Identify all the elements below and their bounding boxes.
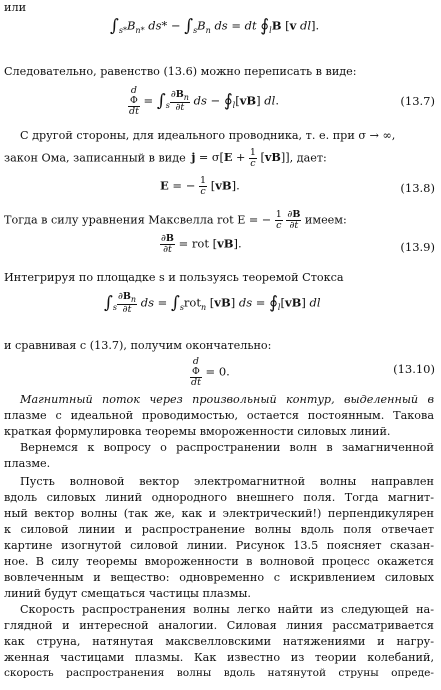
text-line: картине изогнутой силовой линии. Рисунок 13.5 поясняет сказан- xyxy=(4,539,434,552)
text-line: или xyxy=(4,1,27,14)
equation-13-10: d Φ dt = 0. xyxy=(191,356,230,388)
text-line: Магнитный поток через произвольный контур, выделенный в xyxy=(20,393,434,406)
text-line: и сравнивая с (13.7), получим окончательно: xyxy=(4,339,272,352)
text-line: С другой стороны, для идеального проводника, т. е. при σ → ∞, xyxy=(20,129,396,142)
text-line: Вернемся к вопросу о распространении волн в замагниченной xyxy=(20,441,434,454)
equation-number: (13.8) xyxy=(400,181,435,195)
text-line: вовлеченным и вещество: одновременно с искривлением силовых xyxy=(4,571,434,584)
text-line: к силовой линии и распространение волны вдоль поля отвечает xyxy=(4,523,434,536)
equation-13-8: E = − $\frac{1}{c}$ [vB]. xyxy=(160,175,240,197)
equation-number: (13.10) xyxy=(393,362,435,376)
ohm-law-formula: j = σ[E + $\frac{1}{c}$ [vB]] xyxy=(191,147,290,169)
text-line: глядной и интересной аналогии. Силовая линия рассматривается xyxy=(4,619,434,632)
text-line: краткая формулировка теоремы вмороженности силовых линий. xyxy=(4,425,391,438)
text-line: плазме. xyxy=(4,457,51,470)
text-line: закон Ома, записанный в виде j = σ[E + $\frac{1}{c}$ [vB]], дает: xyxy=(4,147,327,169)
equation-flux-difference: $\int_{s*}B_{n*}$ $ds* - \int_sB_n$ ds = dt $∮_lB$ [v dl]. xyxy=(110,16,320,36)
equation-number: (13.9) xyxy=(400,240,435,254)
text-line: Пусть волновой вектор электромагнитной волны направлен xyxy=(20,475,434,488)
text-line: Интегрируя по площадке s и пользуясь теоремой Стокса xyxy=(4,271,344,284)
text-line: женная частицами плазмы. Как известно из теории колебаний, xyxy=(4,651,434,664)
text-line: Скорость распространения волны легко найти из следующей на- xyxy=(20,603,434,616)
text-line: ное. В силу теоремы вмороженности в волновой процесс окажется xyxy=(4,555,434,568)
text-line: плазме с идеальной проводимостью, остается постоянным. Такова xyxy=(4,409,434,422)
text-line: Тогда в силу уравнения Максвелла rot E = − $\frac{1}{c}$ $\frac{\partial B}{\partial t}$ имеем: xyxy=(4,209,347,231)
equation-13-7: d Φ dt = $\int_s$ $\frac{\partial B_n}{\partial t}$ ds − $∮_l[vB]$ dl. xyxy=(129,85,279,117)
equation-stokes: $\int_s$ $\frac{\partial B_n}{\partial t}$ ds = $\int_srot_n$ [vB] ds = $∮_l[vB]$ dl xyxy=(104,291,321,316)
text-line: скорость распространения волны вдоль натянутой струны опреде- xyxy=(4,667,434,679)
equation-13-9: $\frac{\partial B}{\partial t}$ = rot [vB]. xyxy=(161,233,242,255)
text-line: Следовательно, равенство (13.6) можно переписать в виде: xyxy=(4,65,357,78)
text-line: линий будут смещаться частицы плазмы. xyxy=(4,587,251,600)
text-line: вдоль силовых линий однородного внешнего поля. Тогда магнит- xyxy=(4,491,434,504)
equation-number: (13.7) xyxy=(400,94,435,108)
text-line: как струна, натянутая максвелловскими натяжениями и нагру- xyxy=(4,635,434,648)
text-line: ный вектор волны (так же, как и электрический!) перпендикулярен xyxy=(4,507,434,520)
